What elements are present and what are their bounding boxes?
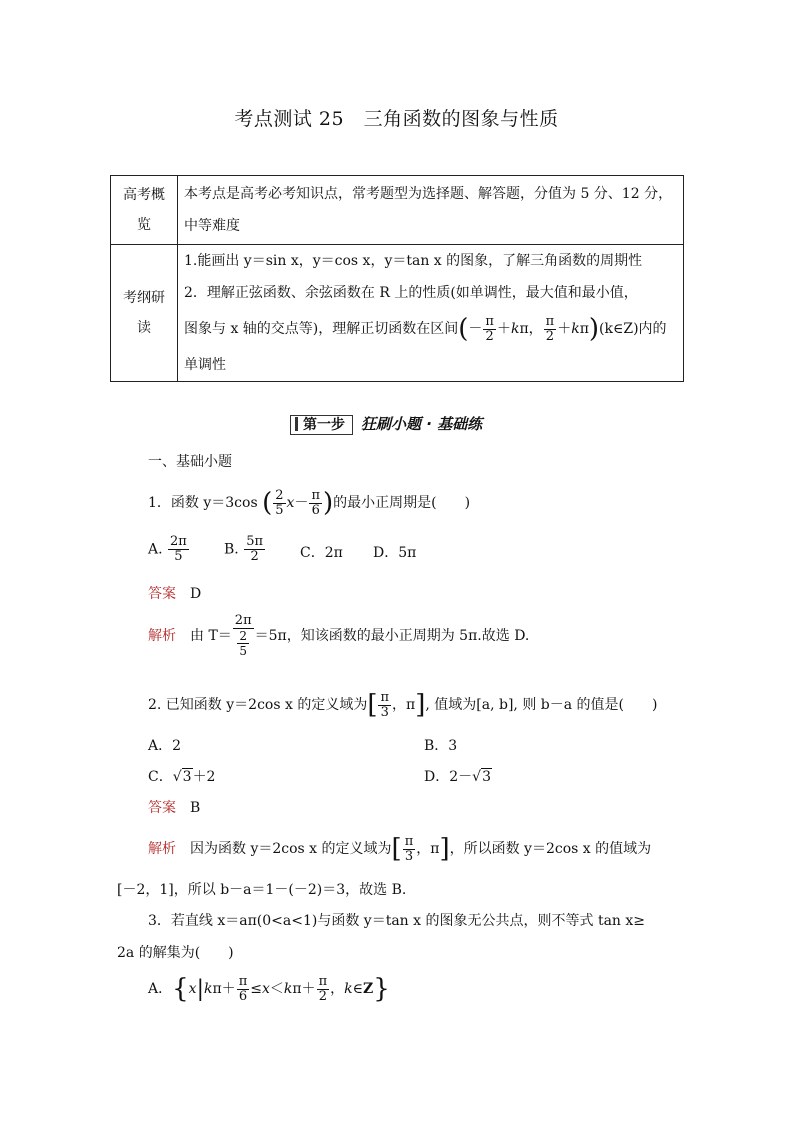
analysis-label: 解析: [148, 628, 176, 644]
pi-over-2-fraction: $\frac{\pi}{2}$: [485, 313, 494, 344]
analysis-label: 解析: [148, 841, 176, 857]
two-fifths-fraction: $\frac{2}{5}$: [275, 487, 284, 518]
overview-content: 本考点是高考必考知识点，常考题型为选择题、解答题，分值为 5 分、12 分，中等难度: [178, 176, 684, 245]
q1-option-b: [224, 535, 266, 564]
pi-over-6-fraction: $\frac{\pi}{6}$: [238, 973, 248, 1004]
q1-analysis: [148, 614, 529, 658]
option-label: C．: [148, 769, 173, 785]
overview-table: [110, 175, 684, 382]
pi-over-2-fraction: $\frac{\pi}{2}$: [545, 313, 555, 344]
sqrt-3: 3: [482, 769, 491, 785]
syllabus-content: [178, 245, 684, 382]
q2-option-d: D．2－√3: [424, 769, 491, 785]
row-header-syllabus: 考纲研读: [111, 245, 178, 382]
page-title: 考点测试 25 三角函数的图象与性质: [234, 108, 559, 130]
q1-stem-a: 1．函数 y＝3cos: [148, 495, 258, 511]
q2-analysis-a: 因为函数 y＝2cos x 的定义域为: [190, 841, 392, 857]
step-bar-icon: [295, 417, 298, 431]
question-1-stem: 1．函数 y＝3cos ( $\frac{2}{5}$ x－ $\frac{\pi}{6}$ )的最小正周期是( ): [148, 487, 471, 518]
five-pi-over-2-fraction: $\frac{5\pi}{2}$: [246, 534, 264, 564]
paren-open: (: [458, 314, 469, 344]
brace-close: }: [373, 974, 390, 1004]
q2-option-c-tail: ＋2: [192, 769, 216, 785]
option-label: A．: [148, 981, 173, 997]
brace-open: {: [172, 974, 189, 1004]
syllabus-line-2: 2．理解正弦函数、余弦函数在 R 上的性质(如单调性，最大值和最小值，: [184, 285, 638, 301]
syllabus-line-3-tail: (k∈Z)内的: [599, 321, 667, 337]
period-fraction: $\frac{2\pi}{\frac{2}{5}}$: [234, 613, 252, 658]
question-3-line-2: 2a 的解集为( ): [117, 945, 234, 961]
paren-open: (: [262, 488, 273, 518]
q1-analysis-b: ＝5π，知该函数的最小正周期为 5π.故选 D.: [254, 628, 530, 644]
pi-over-6-fraction: $\frac{\pi}{6}$: [311, 487, 320, 518]
section-heading: 一、基础小题: [148, 454, 232, 470]
question-3-line-1: 3．若直线 x＝aπ(0<a<1)与函数 y＝tan x 的图象无公共点，则不等式 tan x≥: [148, 913, 646, 929]
answer-label: 答案: [148, 586, 176, 602]
q1-option-d: D．5π: [373, 545, 417, 561]
paren-close: ): [322, 488, 334, 518]
table-row: [111, 176, 684, 245]
step-label: 第一步: [303, 417, 345, 433]
q1-analysis-a: 由 T＝: [190, 628, 232, 644]
q2-option-c: C．√3＋2: [148, 769, 216, 785]
step-title: 狂刷小题 · 基础练: [361, 415, 483, 433]
option-label: A.: [148, 541, 163, 558]
q1-stem-b: 的最小正周期是( ): [333, 495, 471, 511]
q2-analysis-b: ，所以函数 y＝2cos x 的值域为: [449, 841, 652, 857]
q2-answer: [148, 797, 200, 817]
q1-answer: [148, 583, 201, 603]
sqrt-3: 3: [182, 769, 192, 785]
answer-value: B: [190, 800, 201, 816]
row-header-overview: 高考概览: [111, 176, 178, 245]
bracket-close: ]: [439, 834, 450, 864]
answer-label: 答案: [148, 800, 176, 816]
syllabus-line-4: 单调性: [184, 357, 226, 373]
q2-option-a: A．2: [148, 738, 182, 754]
q2-stem-b: , 值域为[a, b], 则 b－a 的值是( ): [425, 697, 658, 713]
step-heading: [290, 413, 482, 434]
question-2-stem: 2. 已知函数 y＝2cos x 的定义域为[ $\frac{\pi}{3}$ ，π], 值域为[a, b], 则 b－a 的值是( ): [148, 689, 658, 720]
syllabus-line-1: 1.能画出 y＝sin x，y＝cos x，y＝tan x 的图象，了解三角函数的周期性: [184, 253, 643, 269]
set-bar: |: [196, 976, 204, 1002]
syllabus-line-3: 图象与 x 轴的交点等)，理解正切函数在区间(－ $\frac{\pi}{2}$ ＋kπ， $\frac{\pi}{2}$ ＋kπ)(k∈Z)内的: [184, 313, 667, 344]
paren-close: ): [588, 314, 600, 344]
table-row: [111, 245, 684, 382]
q1-option-a: [148, 535, 190, 564]
bracket-close: ]: [415, 690, 426, 720]
q2-analysis-line-2: [－2，1]，所以 b－a＝1－(－2)＝3，故选 B.: [117, 882, 407, 898]
step-badge: [290, 415, 353, 435]
q2-stem-a: 2. 已知函数 y＝2cos x 的定义域为: [148, 697, 368, 713]
pi-over-3-fraction: $\frac{\pi}{3}$: [380, 689, 390, 720]
syllabus-line-3-text: 图象与 x 轴的交点等)，理解正切函数在区间: [184, 321, 459, 337]
option-label: D．2－: [424, 769, 473, 785]
q2-option-b: B．3: [424, 738, 458, 754]
bracket-open: [: [367, 690, 378, 720]
bracket-open: [: [391, 834, 402, 864]
pi-over-3-fraction: $\frac{\pi}{3}$: [404, 833, 414, 864]
q1-option-c: C．2π: [300, 545, 343, 561]
answer-value: D: [190, 586, 202, 602]
two-pi-over-5-fraction: $\frac{2\pi}{5}$: [170, 534, 187, 564]
q2-analysis: 解析 因为函数 y＝2cos x 的定义域为[ $\frac{\pi}{3}$ ，π]，所以函数 y＝2cos x 的值域为: [148, 833, 652, 864]
pi-over-2-fraction: $\frac{\pi}{2}$: [318, 973, 328, 1004]
q3-option-a: A．{x|kπ＋ $\frac{\pi}{6}$ ≤x＜kπ＋ $\frac{\pi}{2}$ ，k∈Z}: [148, 973, 390, 1004]
option-label: B.: [224, 541, 239, 558]
